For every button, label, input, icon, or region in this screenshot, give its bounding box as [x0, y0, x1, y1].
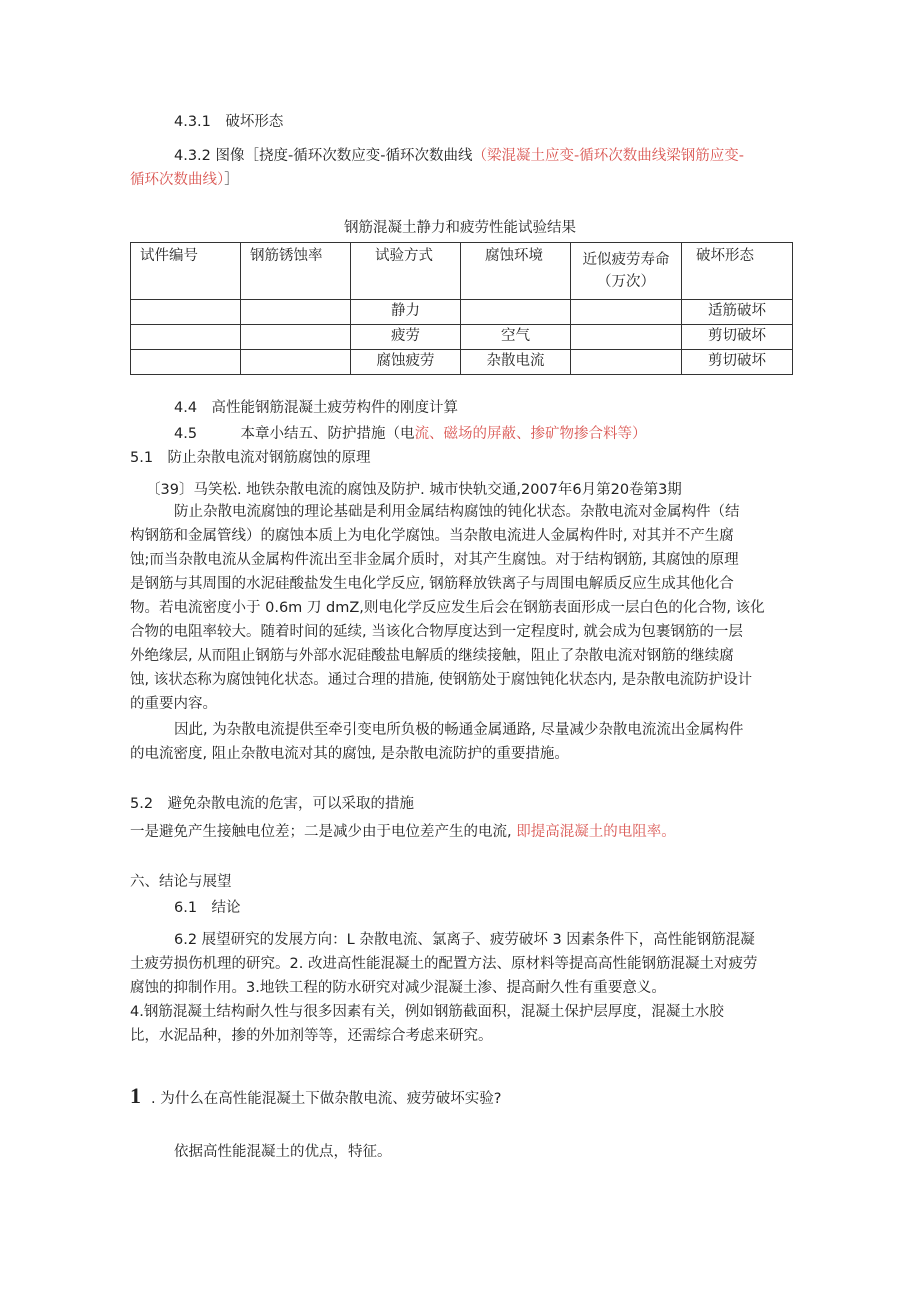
header-corrosion-env: 腐蚀环境	[461, 243, 571, 300]
table-cell: 静力	[351, 300, 461, 325]
question-1-text: . 为什么在高性能混凝土下做杂散电流、疲劳破坏实验?	[151, 1091, 502, 1107]
heading-5-2: 5.2 避免杂散电流的危害，可以采取的措施	[130, 796, 415, 812]
table-header-row	[131, 243, 793, 300]
heading-4-5	[174, 424, 647, 444]
heading-4-3-2	[174, 146, 744, 166]
results-table	[130, 242, 793, 375]
table-cell	[571, 300, 682, 325]
header-fatigue-life-line1: 近似疲劳寿命	[582, 252, 670, 268]
table-cell	[461, 300, 571, 325]
para1-line: 合物的电阻率较大。随着时间的延续, 当该化合物厚度达到一定程度时, 就会成为包裹钢筋的一层	[130, 624, 743, 640]
para1-line: 的重要内容。	[130, 696, 217, 712]
table-cell	[241, 325, 351, 350]
table-cell	[131, 300, 241, 325]
para1-line: 外绝缘层, 从而阻止钢筋与外部水泥硅酸盐电解质的继续接触，阻止了杂散电流对钢筋的继续腐	[130, 648, 734, 664]
table-cell: 疲劳	[351, 325, 461, 350]
para-5-2	[130, 822, 676, 842]
para-6-2-line: 腐蚀的抑制作用。3.地铁工程的防水研究对减少混凝土渗、提高耐久性有重要意义。	[130, 980, 666, 996]
para1-line: 物。若电流密度小于 0.6m 刀 dmZ,则电化学反应发生后会在钢筋表面形成一层白色的化合物, 该化	[130, 600, 765, 616]
table-cell: 适筋破坏	[682, 300, 793, 325]
heading-4-5-red-text: 流、磁场的屏蔽、掺矿物掺合料等）	[414, 426, 647, 442]
table-cell: 杂散电流	[461, 350, 571, 375]
question-1-answer: 依据高性能混凝土的优点，特征。	[174, 1144, 392, 1160]
table-row	[131, 325, 793, 350]
para-5-2-text: 一是避免产生接触电位差；二是减少由于电位差产生的电流,	[130, 824, 517, 840]
para2-line: 因此, 为杂散电流提供至牵引变电所负极的畅通金属通路, 尽量减少杂散电流流出金属构件	[174, 722, 744, 738]
para-6-2-line: 4.钢筋混凝土结构耐久性与很多因素有关，例如钢筋截面积，混凝土保护层厚度，混凝土水胶	[130, 1004, 724, 1020]
para1-line: 蚀;而当杂散电流从金属构件流出至非金属介质时，对其产生腐蚀。对于结构钢筋, 其腐蚀的原理	[130, 552, 739, 568]
heading-5-1: 5.1 防止杂散电流对钢筋腐蚀的原理	[130, 450, 371, 466]
table-row	[131, 350, 793, 375]
table-cell: 腐蚀疲劳	[351, 350, 461, 375]
header-failure-mode: 破坏形态	[682, 243, 793, 300]
reference: 〔39〕马笑松. 地铁杂散电流的腐蚀及防护. 城市快轨交通,2007年6月第20卷第3期	[146, 482, 682, 498]
para-6-2-line: 比，水泥品种，掺的外加剂等等，还需综合考虑来研究。	[130, 1028, 493, 1044]
para-5-2-red-text: 即提高混凝土的电阻率。	[516, 824, 676, 840]
para2-line: 的电流密度, 阻止杂散电流对其的腐蚀, 是杂散电流防护的重要措施。	[130, 746, 569, 762]
table-cell: 剪切破坏	[682, 325, 793, 350]
table-title: 钢筋混凝土静力和疲劳性能试验结果	[344, 220, 576, 236]
header-corrosion-rate: 钢筋锈蚀率	[241, 243, 351, 300]
heading-4-5-text: 4.5 本章小结五、防护措施（电	[174, 426, 415, 442]
heading-4-3-1: 4.3.1 破坏形态	[174, 114, 284, 130]
para1-line: 蚀, 该状态称为腐蚀钝化状态。通过合理的措施, 使钢筋处于腐蚀钝化状态内, 是杂散电流防护设计	[130, 672, 753, 688]
question-1	[130, 1082, 501, 1113]
table-cell: 空气	[461, 325, 571, 350]
para-6-2-line: 土疲劳损伤机理的研究。2. 改进高性能混凝土的配置方法、原材料等提高高性能钢筋混凝土对疲劳	[130, 956, 758, 972]
para1-line: 是钢筋与其周围的水泥硅酸盐发生电化学反应, 钢筋释放铁离子与周围电解质反应生成其他化合	[130, 576, 734, 592]
heading-4-4: 4.4 高性能钢筋混凝土疲劳构件的刚度计算	[174, 400, 459, 416]
heading-4-3-2-red-text: （梁混凝土应变-循环次数曲线梁钢筋应变-	[472, 148, 744, 164]
table-cell	[241, 300, 351, 325]
table-cell	[571, 325, 682, 350]
header-fatigue-life	[571, 243, 682, 300]
heading-4-3-2-red-text-2: 循环次数曲线）	[130, 172, 225, 188]
table-cell: 剪切破坏	[682, 350, 793, 375]
heading-6-1: 6.1 结论	[174, 900, 241, 916]
heading-4-3-2-text: 4.3.2 图像［挠度-循环次数应变-循环次数曲线	[174, 148, 473, 164]
header-test-method: 试验方式	[351, 243, 461, 300]
header-specimen-id: 试件编号	[131, 243, 241, 300]
heading-6: 六、结论与展望	[130, 874, 232, 890]
header-fatigue-life-line2: （万次）	[597, 274, 655, 290]
table-cell	[571, 350, 682, 375]
para1-line: 防止杂散电流腐蚀的理论基础是利用金属结构腐蚀的钝化状态。杂散电流对金属构件（结	[174, 504, 740, 520]
para1-line: 构钢筋和金属管线）的腐蚀本质上为电化学腐蚀。当杂散电流进人金属构件时, 对其并不产生腐	[130, 528, 734, 544]
table-cell	[131, 350, 241, 375]
table-cell	[241, 350, 351, 375]
heading-4-3-2-close: ］	[224, 172, 239, 188]
heading-4-3-2-continued	[130, 170, 239, 190]
para-6-2-line: 6.2 展望研究的发展方向：L 杂散电流、氯离子、疲劳破坏 3 因素条件下，高性能钢筋混凝	[174, 932, 755, 948]
question-1-number: 1	[130, 1083, 141, 1108]
table-row	[131, 300, 793, 325]
table-cell	[131, 325, 241, 350]
